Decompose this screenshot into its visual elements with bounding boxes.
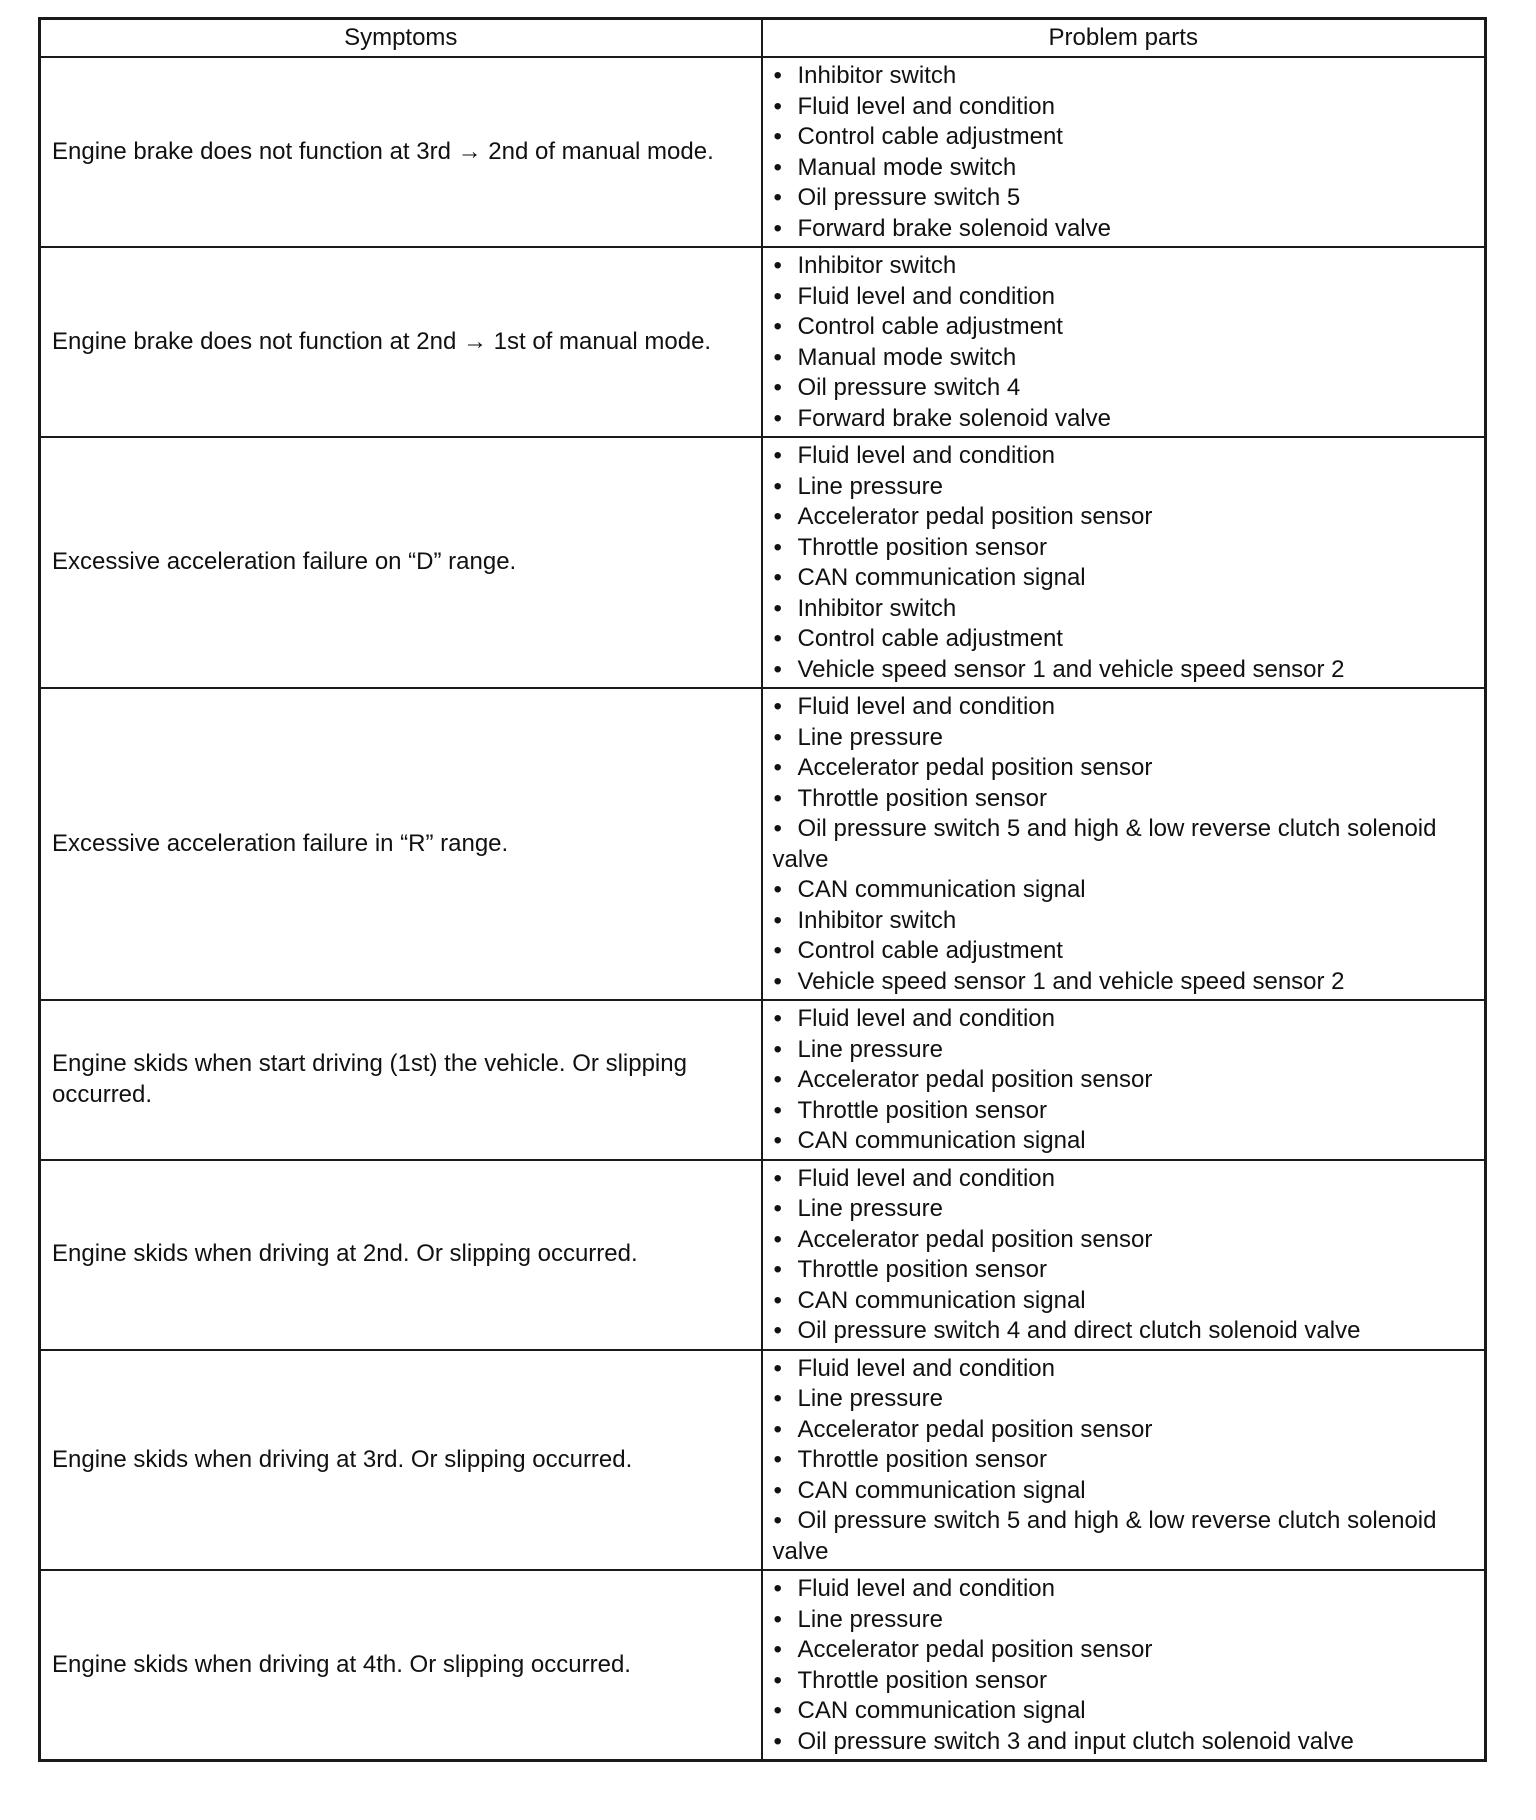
problem-parts-cell	[762, 57, 1486, 247]
problem-parts-list	[773, 441, 1475, 685]
list-item	[773, 563, 1475, 594]
problem-part-label: Inhibitor switch	[797, 252, 957, 279]
list-item	[773, 1696, 1475, 1727]
symptom-table	[38, 17, 1487, 1762]
problem-part-label: Vehicle speed sensor 1 and vehicle speed sensor 2	[797, 967, 1345, 995]
list-item	[773, 343, 1475, 374]
list-item	[773, 1126, 1475, 1157]
list-item	[773, 906, 1475, 937]
list-item	[773, 1354, 1475, 1385]
list-item	[773, 814, 1475, 875]
problem-part-label: Oil pressure switch 4	[797, 374, 1021, 401]
problem-part-label: Fluid level and condition	[797, 1575, 1055, 1602]
table-row	[40, 688, 1486, 1000]
symptom-cell: Engine skids when driving at 2nd. Or slipping occurred.	[40, 1160, 762, 1350]
header-problem-parts: Problem parts	[762, 19, 1486, 58]
problem-part-label: Fluid level and condition	[797, 92, 1055, 120]
problem-part-label: Throttle position sensor	[797, 533, 1047, 561]
problem-part-label: Inhibitor switch	[797, 906, 957, 934]
table-row	[40, 1350, 1486, 1571]
problem-part-label: Line pressure	[797, 723, 943, 751]
problem-parts-cell	[762, 1000, 1486, 1160]
list-item	[773, 692, 1475, 723]
list-item	[773, 92, 1475, 123]
problem-parts-list	[773, 692, 1475, 997]
problem-part-label: Line pressure	[797, 1385, 943, 1412]
problem-part-label: Control cable adjustment	[797, 123, 1063, 150]
problem-part-label: Inhibitor switch	[797, 594, 957, 622]
list-item	[773, 1096, 1475, 1127]
symptom-cell: Engine skids when driving at 3rd. Or slipping occurred.	[40, 1350, 762, 1571]
list-item	[773, 753, 1475, 784]
list-item	[773, 1225, 1475, 1256]
problem-part-label: Throttle position sensor	[797, 1256, 1047, 1283]
problem-parts-list	[773, 1354, 1475, 1568]
problem-part-label: Control cable adjustment	[797, 625, 1063, 652]
problem-part-label: Fluid level and condition	[797, 442, 1055, 469]
list-item	[773, 533, 1475, 564]
problem-part-label: Forward brake solenoid valve	[797, 214, 1111, 242]
problem-parts-cell	[762, 437, 1486, 688]
problem-part-label: Line pressure	[797, 472, 943, 500]
list-item	[773, 61, 1475, 92]
problem-part-label: Line pressure	[797, 1195, 943, 1222]
problem-part-label: Control cable adjustment	[797, 313, 1063, 340]
list-item	[773, 1635, 1475, 1666]
list-item	[773, 373, 1475, 404]
list-item	[773, 967, 1475, 998]
problem-parts-cell	[762, 1350, 1486, 1571]
table-row	[40, 437, 1486, 688]
table-row	[40, 1570, 1486, 1761]
table-header-row	[40, 19, 1486, 58]
symptom-cell: Excessive acceleration failure on “D” range.	[40, 437, 762, 688]
header-symptoms: Symptoms	[40, 19, 762, 58]
symptom-cell: Engine skids when start driving (1st) the vehicle. Or slipping occurred.	[40, 1000, 762, 1160]
list-item	[773, 1316, 1475, 1347]
table-row	[40, 1000, 1486, 1160]
table-row	[40, 57, 1486, 247]
problem-part-label: CAN communication signal	[797, 1127, 1086, 1154]
problem-part-label: Accelerator pedal position sensor	[797, 1225, 1153, 1253]
problem-parts-list	[773, 61, 1475, 244]
problem-part-label: Oil pressure switch 5 and high & low reverse clutch solenoid valve	[772, 1507, 1437, 1565]
list-item	[773, 1415, 1475, 1446]
problem-part-label: Line pressure	[797, 1035, 943, 1063]
problem-part-label: Line pressure	[797, 1605, 943, 1633]
list-item	[773, 1445, 1475, 1476]
list-item	[773, 1727, 1475, 1758]
problem-part-label: Manual mode switch	[797, 343, 1017, 371]
problem-part-label: Accelerator pedal position sensor	[797, 1066, 1153, 1093]
list-item	[773, 1574, 1475, 1605]
problem-part-label: Inhibitor switch	[797, 62, 957, 89]
problem-part-label: Oil pressure switch 3 and input clutch solenoid valve	[797, 1727, 1354, 1755]
problem-part-label: CAN communication signal	[797, 1697, 1086, 1724]
problem-part-label: Throttle position sensor	[797, 1446, 1047, 1473]
problem-part-label: Fluid level and condition	[797, 693, 1055, 720]
list-item	[773, 1065, 1475, 1096]
list-item	[773, 282, 1475, 313]
problem-part-label: Vehicle speed sensor 1 and vehicle speed sensor 2	[797, 655, 1345, 683]
list-item	[773, 624, 1475, 655]
problem-part-label: CAN communication signal	[797, 564, 1086, 591]
problem-parts-list	[773, 251, 1475, 434]
list-item	[773, 1506, 1475, 1567]
list-item	[773, 1164, 1475, 1195]
problem-parts-cell	[762, 1160, 1486, 1350]
symptom-cell: Excessive acceleration failure in “R” range.	[40, 688, 762, 1000]
problem-part-label: CAN communication signal	[797, 1476, 1086, 1504]
problem-part-label: Accelerator pedal position sensor	[797, 1415, 1153, 1443]
list-item	[773, 251, 1475, 282]
problem-part-label: Accelerator pedal position sensor	[797, 754, 1153, 781]
table-row	[40, 247, 1486, 437]
list-item	[773, 214, 1475, 245]
list-item	[773, 875, 1475, 906]
problem-parts-cell	[762, 688, 1486, 1000]
list-item	[773, 441, 1475, 472]
problem-part-label: Oil pressure switch 5 and high & low reverse clutch solenoid valve	[772, 815, 1437, 873]
list-item	[773, 122, 1475, 153]
list-item	[773, 1384, 1475, 1415]
symptom-cell: Engine brake does not function at 3rd → 2nd of manual mode.	[40, 57, 762, 247]
list-item	[773, 784, 1475, 815]
symptom-cell: Engine skids when driving at 4th. Or slipping occurred.	[40, 1570, 762, 1761]
problem-part-label: Throttle position sensor	[797, 784, 1047, 812]
problem-part-label: Fluid level and condition	[797, 282, 1055, 310]
list-item	[773, 723, 1475, 754]
problem-part-label: Fluid level and condition	[797, 1005, 1055, 1032]
problem-part-label: Fluid level and condition	[797, 1164, 1055, 1192]
list-item	[773, 472, 1475, 503]
list-item	[773, 183, 1475, 214]
problem-parts-list	[773, 1164, 1475, 1347]
problem-parts-list	[773, 1004, 1475, 1157]
problem-part-label: Throttle position sensor	[797, 1096, 1047, 1124]
problem-part-label: Throttle position sensor	[797, 1666, 1047, 1694]
list-item	[773, 594, 1475, 625]
list-item	[773, 502, 1475, 533]
list-item	[773, 1666, 1475, 1697]
problem-part-label: Fluid level and condition	[797, 1354, 1055, 1382]
symptom-cell: Engine brake does not function at 2nd → 1st of manual mode.	[40, 247, 762, 437]
list-item	[773, 404, 1475, 435]
list-item	[773, 1605, 1475, 1636]
table-row	[40, 1160, 1486, 1350]
problem-parts-list	[773, 1574, 1475, 1757]
list-item	[773, 1004, 1475, 1035]
problem-part-label: Forward brake solenoid valve	[797, 404, 1111, 432]
list-item	[773, 655, 1475, 686]
list-item	[773, 936, 1475, 967]
problem-part-label: Accelerator pedal position sensor	[797, 503, 1153, 530]
list-item	[773, 1286, 1475, 1317]
problem-part-label: CAN communication signal	[797, 876, 1086, 903]
problem-part-label: CAN communication signal	[797, 1286, 1086, 1314]
problem-part-label: Manual mode switch	[797, 153, 1017, 181]
problem-part-label: Accelerator pedal position sensor	[797, 1636, 1153, 1663]
table-body	[40, 57, 1486, 1761]
problem-parts-cell	[762, 247, 1486, 437]
problem-part-label: Oil pressure switch 5	[797, 184, 1021, 211]
list-item	[773, 1476, 1475, 1507]
problem-parts-cell	[762, 1570, 1486, 1761]
list-item	[773, 153, 1475, 184]
list-item	[773, 312, 1475, 343]
list-item	[773, 1255, 1475, 1286]
list-item	[773, 1035, 1475, 1066]
list-item	[773, 1194, 1475, 1225]
problem-part-label: Oil pressure switch 4 and direct clutch solenoid valve	[797, 1317, 1361, 1344]
problem-part-label: Control cable adjustment	[797, 937, 1063, 964]
